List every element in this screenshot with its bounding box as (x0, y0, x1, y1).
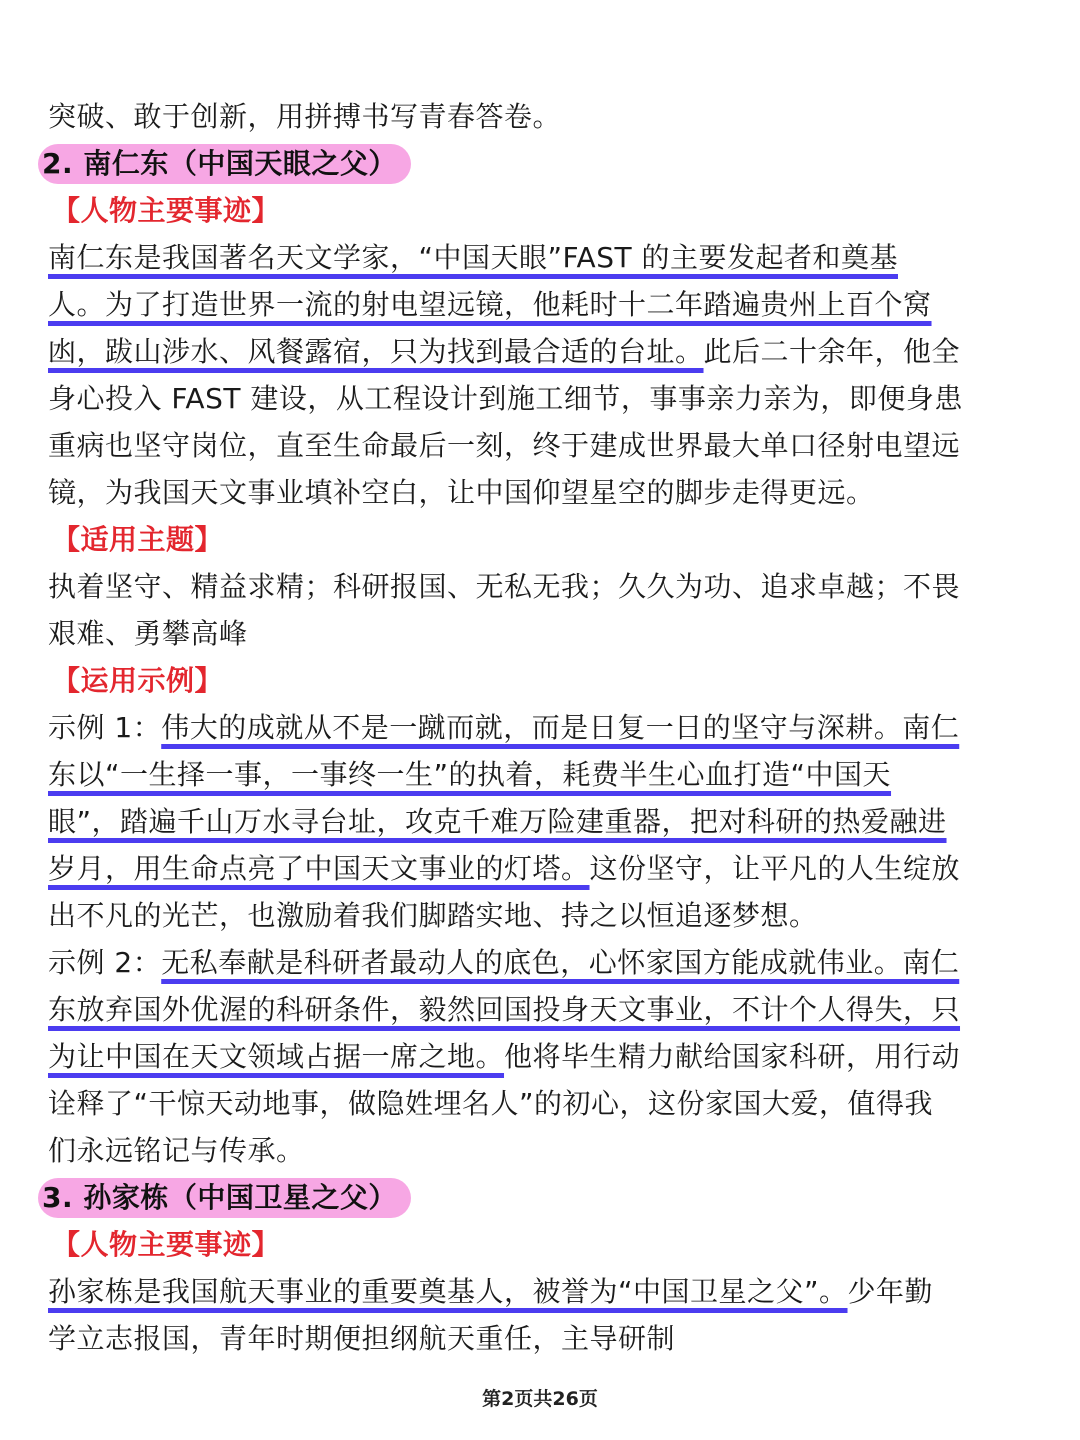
text-line: 诠释了“干惊天动地事，做隐姓埋名人”的初心，这份家国大爱，值得我 (48, 1087, 934, 1120)
text-line (48, 986, 1036, 1033)
underlined-text: 孙家栋是我国航天事业的重要奠基人，被誉为“中国卫星之父”。 (48, 1275, 848, 1308)
text-line (48, 704, 1036, 751)
example-prefix: 示例 2： (48, 946, 162, 979)
text-line (48, 1268, 1036, 1315)
text-line (48, 281, 1036, 328)
underlined-text: 眼”，踏遍千山万水寻台址，攻克千难万险建重器，把对科研的热爱融进 (48, 805, 947, 838)
text-line: 重病也坚守岗位，直至生命最后一刻，终于建成世界最大单口径射电望远 (48, 429, 961, 462)
text-line: 执着坚守、精益求精；科研报国、无私无我；久久为功、追求卓越；不畏 (48, 570, 961, 603)
text-line: 镜，为我国天文事业填补空白，让中国仰望星空的脚步走得更远。 (48, 476, 875, 509)
plain-text: 少年勤 (847, 1275, 934, 1308)
label-main-deeds: 【人物主要事迹】 (52, 1228, 281, 1261)
text-line: 艰难、勇攀高峰 (48, 617, 248, 650)
label-applicable-themes: 【适用主题】 (52, 523, 224, 556)
underlined-text: 伟大的成就从不是一蹴而就，而是日复一日的坚守与深耕。南仁 (161, 711, 960, 744)
plain-text: 这份坚守，让平凡的人生绽放 (589, 852, 961, 885)
article-body (42, 93, 1036, 1362)
text-line: 出不凡的光芒，也激励着我们脚踏实地、持之以恒追逐梦想。 (48, 899, 818, 932)
text-line (48, 845, 1036, 892)
text-line: 学立志报国，青年时期便担纲航天重任，主导研制 (48, 1322, 676, 1355)
section-heading-text: 2. 南仁东（中国天眼之父） (38, 144, 411, 184)
underlined-text: 岁月，用生命点亮了中国天文事业的灯塔。 (48, 852, 590, 885)
text-line (48, 328, 1036, 375)
underlined-text: 人。为了打造世界一流的射电望远镜，他耗时十二年踏遍贵州上百个窝 (48, 288, 932, 321)
text-line: 身心投入 FAST 建设，从工程设计到施工细节，事事亲力亲为，即便身患 (48, 382, 963, 415)
text-line (48, 751, 1036, 798)
text-line (48, 798, 1036, 845)
underlined-text: 凼，跋山涉水、风餐露宿，只为找到最合适的台址。 (48, 335, 704, 368)
section-heading-nan-rendong (42, 140, 1036, 187)
text-line (48, 234, 1036, 281)
label-main-deeds: 【人物主要事迹】 (52, 194, 281, 227)
page-number: 第2页共26页 (482, 1388, 598, 1410)
example-prefix: 示例 1： (48, 711, 162, 744)
text-line: 们永远铭记与传承。 (48, 1134, 305, 1167)
plain-text: 他将毕生精力献给国家科研，用行动 (504, 1040, 961, 1073)
underlined-text: 为让中国在天文领域占据一席之地。 (48, 1040, 505, 1073)
underlined-text: 东以“一生择一事，一事终一生”的执着，耗费半生心血打造“中国天 (48, 758, 892, 791)
section-heading-sun-jiadong (42, 1174, 1036, 1221)
text-line: 突破、敢于创新，用拼搏书写青春答卷。 (48, 100, 562, 133)
plain-text: 此后二十余年，他全 (703, 335, 961, 368)
text-line (48, 939, 1036, 986)
underlined-text: 东放弃国外优渥的科研条件，毅然回国投身天文事业，不计个人得失，只 (48, 993, 961, 1026)
underlined-text: 无私奉献是科研者最动人的底色，心怀家国方能成就伟业。南仁 (161, 946, 960, 979)
text-line (48, 1033, 1036, 1080)
section-heading-text: 3. 孙家栋（中国卫星之父） (38, 1178, 411, 1218)
label-usage-examples: 【运用示例】 (52, 664, 224, 697)
underlined-text: 南仁东是我国著名天文学家，“中国天眼”FAST 的主要发起者和奠基 (48, 241, 898, 274)
